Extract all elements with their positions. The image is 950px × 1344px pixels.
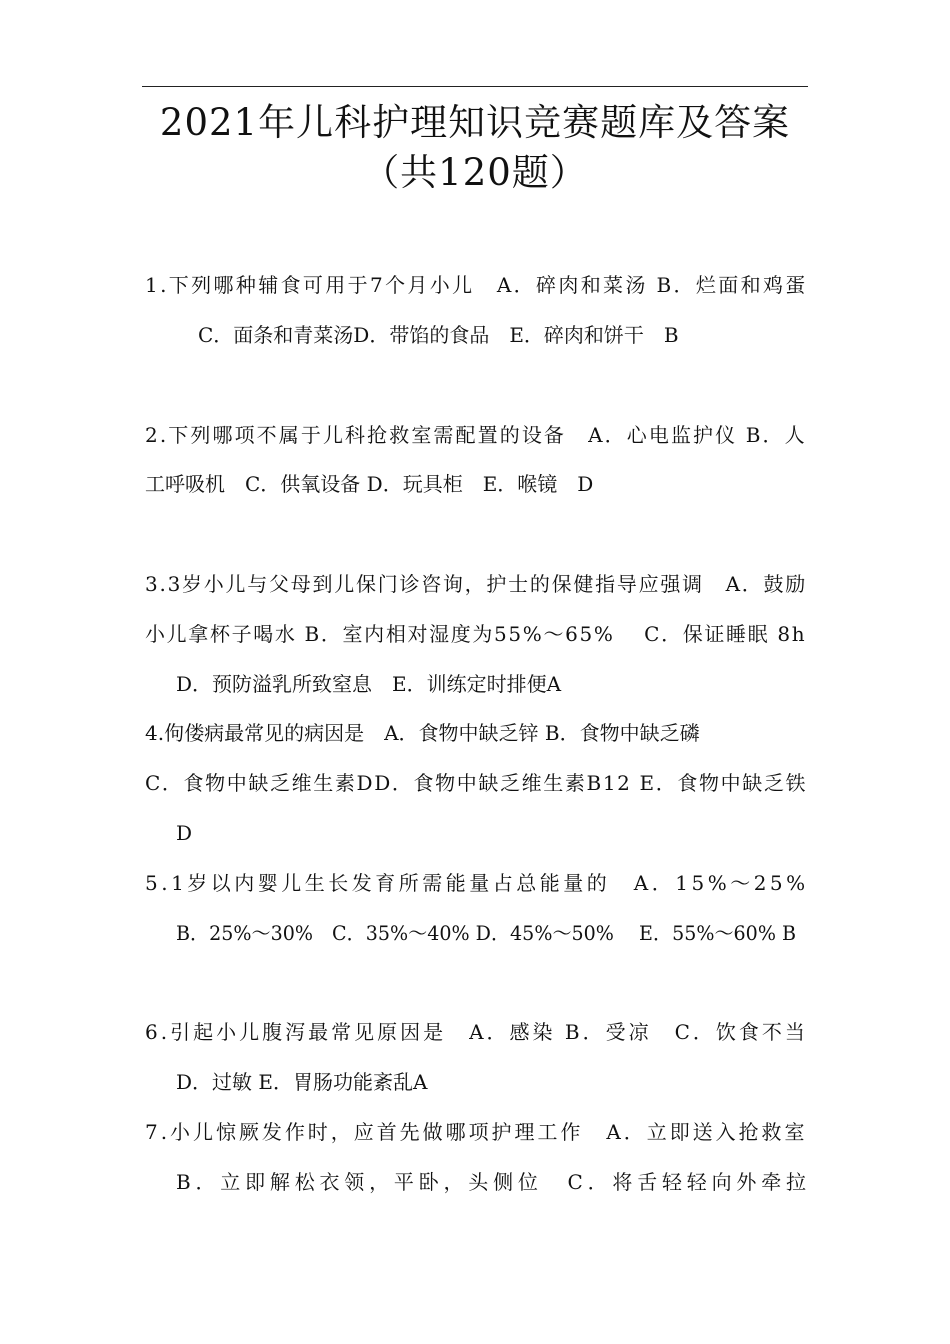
header-rule [142, 86, 808, 87]
text-line: C．食物中缺乏维生素DD．食物中缺乏维生素B12 E．食物中缺乏铁 [145, 771, 808, 795]
text-line: 3.3岁小儿与父母到儿保门诊咨询，护士的保健指导应强调 A．鼓励 [145, 572, 807, 596]
document-title: 2021年儿科护理知识竞赛题库及答案 [159, 101, 791, 144]
document-subtitle: （共120题） [362, 151, 588, 194]
text-line: D．预防溢乳所致窒息 E．训练定时排便A [176, 672, 562, 696]
text-line: B．25%～30% C．35%～40% D．45%～50% E．55%～60% B [176, 921, 797, 945]
text-line: D [176, 821, 193, 845]
text-line: 1.下列哪种辅食可用于7个月小儿 A．碎肉和菜汤 B．烂面和鸡蛋 [145, 273, 808, 297]
text-line: 7.小儿惊厥发作时，应首先做哪项护理工作 A．立即送入抢救室 [145, 1120, 808, 1144]
text-line: 5.1岁以内婴儿生长发育所需能量占总能量的 A．15%～25% [145, 871, 809, 895]
text-line: B．立即解松衣领，平卧，头侧位 C．将舌轻轻向外牵拉 [176, 1170, 811, 1194]
text-line: C．面条和青菜汤D．带馅的食品 E．碎肉和饼干 B [198, 323, 679, 347]
text-line: 工呼吸机 C．供氧设备 D．玩具柜 E．喉镜 D [145, 472, 594, 496]
text-line: 6.引起小儿腹泻最常见原因是 A．感染 B．受凉 C．饮食不当 [145, 1020, 808, 1044]
text-line: 小儿拿杯子喝水 B．室内相对湿度为55%～65% C．保证睡眠 8h [145, 622, 807, 646]
text-line: 4.佝偻病最常见的病因是 A．食物中缺乏锌 B．食物中缺乏磷 [145, 721, 700, 745]
text-line: D．过敏 E．胃肠功能紊乱A [176, 1070, 428, 1094]
text-line: 2.下列哪项不属于儿科抢救室需配置的设备 A．心电监护仪 B．人 [145, 423, 807, 447]
